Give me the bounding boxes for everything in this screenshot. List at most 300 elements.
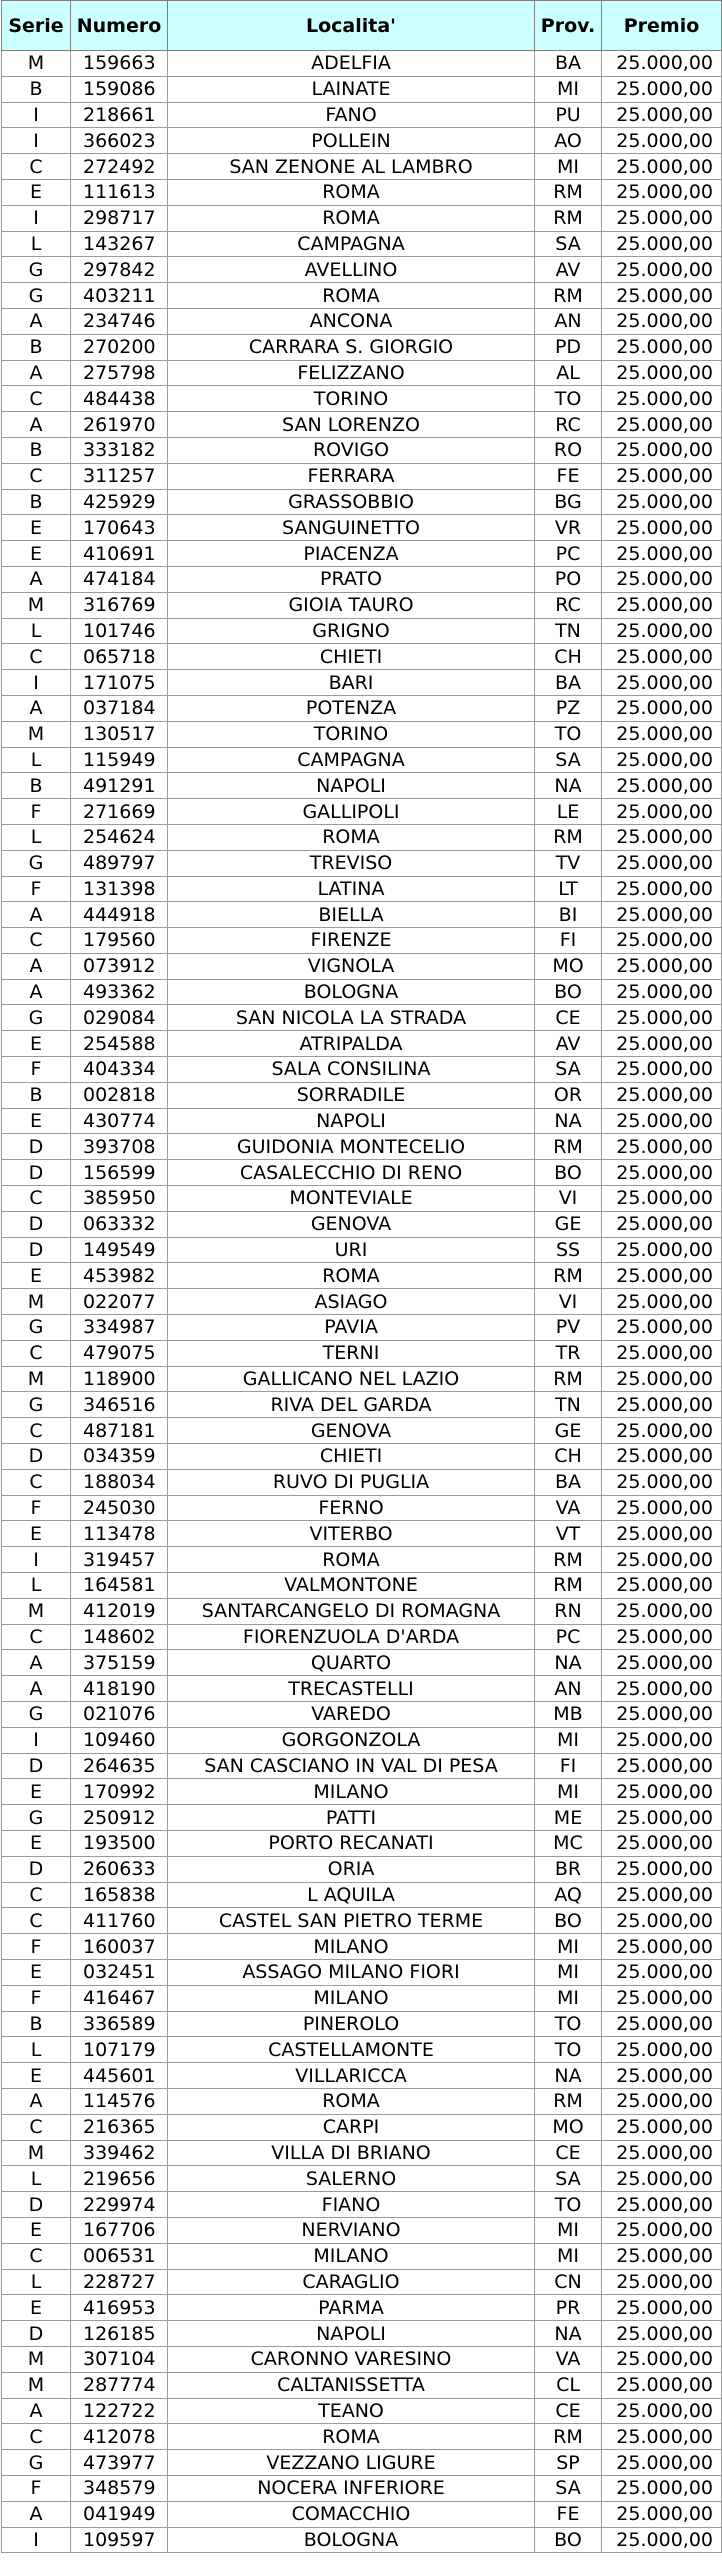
table-row [2, 2450, 722, 2476]
table-row [2, 2192, 722, 2218]
cell-premio: 25.000,00 [602, 2346, 722, 2372]
cell-localita: PINEROLO [168, 2011, 535, 2037]
cell-premio: 25.000,00 [602, 1134, 722, 1160]
cell-localita: SANGUINETTO [168, 515, 535, 541]
cell-prov: FI [535, 928, 602, 954]
cell-serie: M [2, 1289, 71, 1315]
cell-serie: L [2, 824, 71, 850]
cell-premio: 25.000,00 [602, 566, 722, 592]
cell-premio: 25.000,00 [602, 1289, 722, 1315]
cell-localita: GENOVA [168, 1211, 535, 1237]
cell-premio: 25.000,00 [602, 1805, 722, 1831]
cell-premio: 25.000,00 [602, 1366, 722, 1392]
column-header-prov: Prov. [535, 1, 602, 51]
cell-localita: PRATO [168, 566, 535, 592]
cell-prov: SA [535, 2475, 602, 2501]
cell-serie: L [2, 2037, 71, 2063]
cell-prov: NA [535, 2063, 602, 2089]
cell-serie: C [2, 2424, 71, 2450]
cell-premio: 25.000,00 [602, 1031, 722, 1057]
cell-localita: PARMA [168, 2295, 535, 2321]
cell-prov: PO [535, 566, 602, 592]
table-row [2, 2346, 722, 2372]
table-row [2, 644, 722, 670]
table-row [2, 1985, 722, 2011]
cell-prov: PV [535, 1315, 602, 1341]
results-table [1, 0, 722, 2553]
cell-serie: A [2, 308, 71, 334]
cell-premio: 25.000,00 [602, 1392, 722, 1418]
cell-premio: 25.000,00 [602, 1779, 722, 1805]
cell-localita: VEZZANO LIGURE [168, 2450, 535, 2476]
cell-prov: MB [535, 1702, 602, 1728]
cell-prov: BI [535, 902, 602, 928]
cell-premio: 25.000,00 [602, 1186, 722, 1212]
table-row [2, 386, 722, 412]
cell-numero: 159086 [71, 76, 168, 102]
table-row [2, 1237, 722, 1263]
table-row [2, 2140, 722, 2166]
cell-numero: 130517 [71, 721, 168, 747]
cell-serie: L [2, 618, 71, 644]
cell-prov: AN [535, 308, 602, 334]
cell-numero: 412019 [71, 1598, 168, 1624]
cell-localita: FIORENZUOLA D'ARDA [168, 1624, 535, 1650]
table-row [2, 541, 722, 567]
column-header-premio: Premio [602, 1, 722, 51]
table-row [2, 2011, 722, 2037]
cell-premio: 25.000,00 [602, 2398, 722, 2424]
column-header-serie: Serie [2, 1, 71, 51]
cell-prov: RM [535, 1134, 602, 1160]
cell-serie: M [2, 2346, 71, 2372]
table-row [2, 76, 722, 102]
cell-localita: CHIETI [168, 1444, 535, 1470]
cell-localita: CALTANISSETTA [168, 2372, 535, 2398]
table-row [2, 1340, 722, 1366]
cell-localita: ORIA [168, 1856, 535, 1882]
cell-prov: TO [535, 386, 602, 412]
cell-premio: 25.000,00 [602, 1882, 722, 1908]
table-row [2, 695, 722, 721]
cell-localita: MILANO [168, 2243, 535, 2269]
cell-prov: PU [535, 102, 602, 128]
cell-premio: 25.000,00 [602, 1340, 722, 1366]
cell-numero: 109597 [71, 2527, 168, 2553]
cell-numero: 474184 [71, 566, 168, 592]
cell-serie: G [2, 283, 71, 309]
cell-serie: F [2, 1495, 71, 1521]
cell-prov: VT [535, 1521, 602, 1547]
cell-serie: C [2, 2114, 71, 2140]
cell-numero: 114576 [71, 2088, 168, 2114]
cell-numero: 218661 [71, 102, 168, 128]
cell-serie: C [2, 463, 71, 489]
table-row [2, 850, 722, 876]
cell-serie: C [2, 1340, 71, 1366]
cell-prov: PD [535, 334, 602, 360]
table-row [2, 2424, 722, 2450]
cell-prov: VI [535, 1186, 602, 1212]
cell-localita: GALLICANO NEL LAZIO [168, 1366, 535, 1392]
cell-localita: BOLOGNA [168, 2527, 535, 2553]
table-row [2, 51, 722, 77]
cell-numero: 275798 [71, 360, 168, 386]
cell-prov: VA [535, 1495, 602, 1521]
table-row [2, 1676, 722, 1702]
cell-premio: 25.000,00 [602, 1547, 722, 1573]
cell-prov: CL [535, 2372, 602, 2398]
cell-premio: 25.000,00 [602, 308, 722, 334]
cell-prov: NA [535, 1650, 602, 1676]
cell-numero: 385950 [71, 1186, 168, 1212]
table-row [2, 1134, 722, 1160]
cell-prov: RM [535, 179, 602, 205]
cell-numero: 041949 [71, 2501, 168, 2527]
cell-localita: CASTELLAMONTE [168, 2037, 535, 2063]
cell-numero: 126185 [71, 2321, 168, 2347]
cell-prov: OR [535, 1082, 602, 1108]
cell-premio: 25.000,00 [602, 2114, 722, 2140]
table-row [2, 437, 722, 463]
cell-numero: 411760 [71, 1908, 168, 1934]
table-row [2, 592, 722, 618]
cell-premio: 25.000,00 [602, 2063, 722, 2089]
cell-prov: MI [535, 1959, 602, 1985]
cell-numero: 316769 [71, 592, 168, 618]
cell-numero: 272492 [71, 154, 168, 180]
cell-numero: 489797 [71, 850, 168, 876]
cell-premio: 25.000,00 [602, 850, 722, 876]
cell-premio: 25.000,00 [602, 1263, 722, 1289]
cell-premio: 25.000,00 [602, 179, 722, 205]
cell-prov: NA [535, 2321, 602, 2347]
cell-prov: BA [535, 1469, 602, 1495]
cell-premio: 25.000,00 [602, 2501, 722, 2527]
table-row [2, 928, 722, 954]
table-row [2, 2372, 722, 2398]
cell-prov: TN [535, 1392, 602, 1418]
cell-numero: 311257 [71, 463, 168, 489]
cell-localita: SAN CASCIANO IN VAL DI PESA [168, 1753, 535, 1779]
cell-localita: CARRARA S. GIORGIO [168, 334, 535, 360]
cell-premio: 25.000,00 [602, 953, 722, 979]
cell-prov: VA [535, 2346, 602, 2372]
cell-premio: 25.000,00 [602, 876, 722, 902]
cell-prov: SA [535, 2166, 602, 2192]
cell-prov: MI [535, 1985, 602, 2011]
cell-prov: NA [535, 1108, 602, 1134]
cell-numero: 298717 [71, 205, 168, 231]
table-row [2, 1598, 722, 1624]
cell-numero: 159663 [71, 51, 168, 77]
table-row [2, 2166, 722, 2192]
cell-numero: 260633 [71, 1856, 168, 1882]
cell-serie: M [2, 721, 71, 747]
table-row [2, 953, 722, 979]
cell-numero: 416953 [71, 2295, 168, 2321]
cell-premio: 25.000,00 [602, 128, 722, 154]
cell-prov: RO [535, 437, 602, 463]
cell-numero: 339462 [71, 2140, 168, 2166]
cell-serie: B [2, 76, 71, 102]
table-row [2, 1057, 722, 1083]
cell-localita: CHIETI [168, 644, 535, 670]
cell-serie: B [2, 334, 71, 360]
cell-prov: VI [535, 1289, 602, 1315]
cell-premio: 25.000,00 [602, 721, 722, 747]
table-row [2, 773, 722, 799]
cell-prov: TO [535, 2011, 602, 2037]
cell-prov: AV [535, 257, 602, 283]
cell-prov: BO [535, 979, 602, 1005]
cell-serie: A [2, 2088, 71, 2114]
cell-serie: M [2, 1598, 71, 1624]
cell-localita: BARI [168, 670, 535, 696]
cell-localita: PIACENZA [168, 541, 535, 567]
cell-localita: TEANO [168, 2398, 535, 2424]
cell-localita: VILLARICCA [168, 2063, 535, 2089]
cell-numero: 375159 [71, 1650, 168, 1676]
cell-premio: 25.000,00 [602, 2269, 722, 2295]
cell-localita: CASTEL SAN PIETRO TERME [168, 1908, 535, 1934]
cell-premio: 25.000,00 [602, 902, 722, 928]
cell-serie: G [2, 257, 71, 283]
cell-prov: MI [535, 1779, 602, 1805]
cell-serie: G [2, 1315, 71, 1341]
cell-numero: 487181 [71, 1418, 168, 1444]
cell-numero: 002818 [71, 1082, 168, 1108]
cell-numero: 228727 [71, 2269, 168, 2295]
cell-premio: 25.000,00 [602, 360, 722, 386]
cell-prov: AV [535, 1031, 602, 1057]
cell-premio: 25.000,00 [602, 1237, 722, 1263]
cell-prov: PR [535, 2295, 602, 2321]
cell-numero: 346516 [71, 1392, 168, 1418]
cell-prov: LT [535, 876, 602, 902]
cell-serie: A [2, 695, 71, 721]
table-row [2, 1289, 722, 1315]
table-row [2, 463, 722, 489]
cell-prov: LE [535, 799, 602, 825]
cell-prov: RM [535, 1547, 602, 1573]
column-header-numero: Numero [71, 1, 168, 51]
cell-serie: A [2, 412, 71, 438]
table-row [2, 979, 722, 1005]
table-row [2, 154, 722, 180]
cell-serie: L [2, 747, 71, 773]
table-row [2, 179, 722, 205]
cell-serie: M [2, 51, 71, 77]
cell-localita: SAN NICOLA LA STRADA [168, 1005, 535, 1031]
cell-localita: FERNO [168, 1495, 535, 1521]
cell-serie: I [2, 670, 71, 696]
cell-serie: E [2, 515, 71, 541]
table-row [2, 721, 722, 747]
cell-localita: ROVIGO [168, 437, 535, 463]
cell-premio: 25.000,00 [602, 2372, 722, 2398]
cell-prov: RM [535, 2424, 602, 2450]
table-body [2, 51, 722, 2553]
cell-numero: 403211 [71, 283, 168, 309]
cell-prov: AO [535, 128, 602, 154]
cell-premio: 25.000,00 [602, 1624, 722, 1650]
cell-localita: ASSAGO MILANO FIORI [168, 1959, 535, 1985]
cell-premio: 25.000,00 [602, 2166, 722, 2192]
cell-prov: PC [535, 1624, 602, 1650]
cell-serie: B [2, 1082, 71, 1108]
table-row [2, 1108, 722, 1134]
cell-serie: F [2, 1057, 71, 1083]
cell-numero: 479075 [71, 1340, 168, 1366]
cell-localita: MILANO [168, 1779, 535, 1805]
cell-localita: VAREDO [168, 1702, 535, 1728]
cell-serie: I [2, 205, 71, 231]
cell-premio: 25.000,00 [602, 2217, 722, 2243]
cell-prov: MI [535, 2217, 602, 2243]
cell-localita: PAVIA [168, 1315, 535, 1341]
cell-premio: 25.000,00 [602, 644, 722, 670]
cell-localita: ROMA [168, 179, 535, 205]
cell-localita: FELIZZANO [168, 360, 535, 386]
cell-premio: 25.000,00 [602, 2295, 722, 2321]
table-row [2, 1444, 722, 1470]
cell-serie: C [2, 644, 71, 670]
table-row [2, 2088, 722, 2114]
cell-prov: TO [535, 2192, 602, 2218]
cell-prov: RM [535, 205, 602, 231]
cell-premio: 25.000,00 [602, 334, 722, 360]
cell-serie: M [2, 592, 71, 618]
table-row [2, 2398, 722, 2424]
cell-premio: 25.000,00 [602, 928, 722, 954]
table-row [2, 1366, 722, 1392]
cell-localita: ASIAGO [168, 1289, 535, 1315]
cell-serie: F [2, 1985, 71, 2011]
cell-serie: I [2, 1547, 71, 1573]
cell-localita: GRIGNO [168, 618, 535, 644]
cell-numero: 118900 [71, 1366, 168, 1392]
table-row [2, 515, 722, 541]
cell-serie: I [2, 1727, 71, 1753]
table-row [2, 799, 722, 825]
cell-serie: A [2, 2501, 71, 2527]
cell-serie: E [2, 541, 71, 567]
cell-premio: 25.000,00 [602, 618, 722, 644]
cell-serie: C [2, 928, 71, 954]
cell-numero: 245030 [71, 1495, 168, 1521]
cell-prov: GE [535, 1211, 602, 1237]
table-row [2, 670, 722, 696]
cell-localita: FERRARA [168, 463, 535, 489]
table-row [2, 283, 722, 309]
cell-serie: B [2, 437, 71, 463]
cell-numero: 156599 [71, 1160, 168, 1186]
table-row [2, 747, 722, 773]
table-row [2, 128, 722, 154]
cell-prov: CH [535, 644, 602, 670]
cell-serie: M [2, 2140, 71, 2166]
table-row [2, 1934, 722, 1960]
cell-prov: BO [535, 1160, 602, 1186]
cell-localita: SORRADILE [168, 1082, 535, 1108]
table-row [2, 2037, 722, 2063]
cell-serie: E [2, 1959, 71, 1985]
cell-localita: MONTEVIALE [168, 1186, 535, 1212]
cell-prov: RM [535, 2088, 602, 2114]
cell-numero: 404334 [71, 1057, 168, 1083]
table-row [2, 308, 722, 334]
cell-localita: ATRIPALDA [168, 1031, 535, 1057]
cell-prov: MI [535, 1727, 602, 1753]
cell-localita: TORINO [168, 386, 535, 412]
cell-premio: 25.000,00 [602, 489, 722, 515]
cell-localita: PATTI [168, 1805, 535, 1831]
table-row [2, 1469, 722, 1495]
cell-premio: 25.000,00 [602, 2527, 722, 2553]
cell-prov: RM [535, 1263, 602, 1289]
table-row [2, 1005, 722, 1031]
cell-numero: 113478 [71, 1521, 168, 1547]
cell-localita: FIRENZE [168, 928, 535, 954]
cell-numero: 418190 [71, 1676, 168, 1702]
cell-localita: ROMA [168, 2424, 535, 2450]
cell-numero: 444918 [71, 902, 168, 928]
cell-prov: BO [535, 1908, 602, 1934]
table-row [2, 1650, 722, 1676]
cell-localita: CASALECCHIO DI RENO [168, 1160, 535, 1186]
table-row [2, 412, 722, 438]
cell-premio: 25.000,00 [602, 1160, 722, 1186]
cell-numero: 149549 [71, 1237, 168, 1263]
cell-numero: 271669 [71, 799, 168, 825]
cell-premio: 25.000,00 [602, 1702, 722, 1728]
cell-premio: 25.000,00 [602, 541, 722, 567]
table-row [2, 2269, 722, 2295]
cell-premio: 25.000,00 [602, 463, 722, 489]
cell-premio: 25.000,00 [602, 1521, 722, 1547]
table-row [2, 1624, 722, 1650]
cell-numero: 319457 [71, 1547, 168, 1573]
cell-localita: SALA CONSILINA [168, 1057, 535, 1083]
cell-serie: I [2, 128, 71, 154]
cell-numero: 307104 [71, 2346, 168, 2372]
cell-localita: GALLIPOLI [168, 799, 535, 825]
cell-serie: B [2, 773, 71, 799]
cell-numero: 037184 [71, 695, 168, 721]
cell-prov: BA [535, 670, 602, 696]
table-row [2, 334, 722, 360]
table-row [2, 1959, 722, 1985]
cell-numero: 264635 [71, 1753, 168, 1779]
cell-premio: 25.000,00 [602, 154, 722, 180]
table-row [2, 2295, 722, 2321]
cell-prov: GE [535, 1418, 602, 1444]
cell-numero: 021076 [71, 1702, 168, 1728]
cell-prov: ME [535, 1805, 602, 1831]
cell-serie: E [2, 1263, 71, 1289]
cell-serie: G [2, 1392, 71, 1418]
cell-premio: 25.000,00 [602, 1469, 722, 1495]
cell-numero: 107179 [71, 2037, 168, 2063]
cell-premio: 25.000,00 [602, 1650, 722, 1676]
cell-localita: NERVIANO [168, 2217, 535, 2243]
cell-numero: 254588 [71, 1031, 168, 1057]
cell-serie: E [2, 179, 71, 205]
cell-numero: 131398 [71, 876, 168, 902]
cell-numero: 022077 [71, 1289, 168, 1315]
cell-localita: CAMPAGNA [168, 231, 535, 257]
